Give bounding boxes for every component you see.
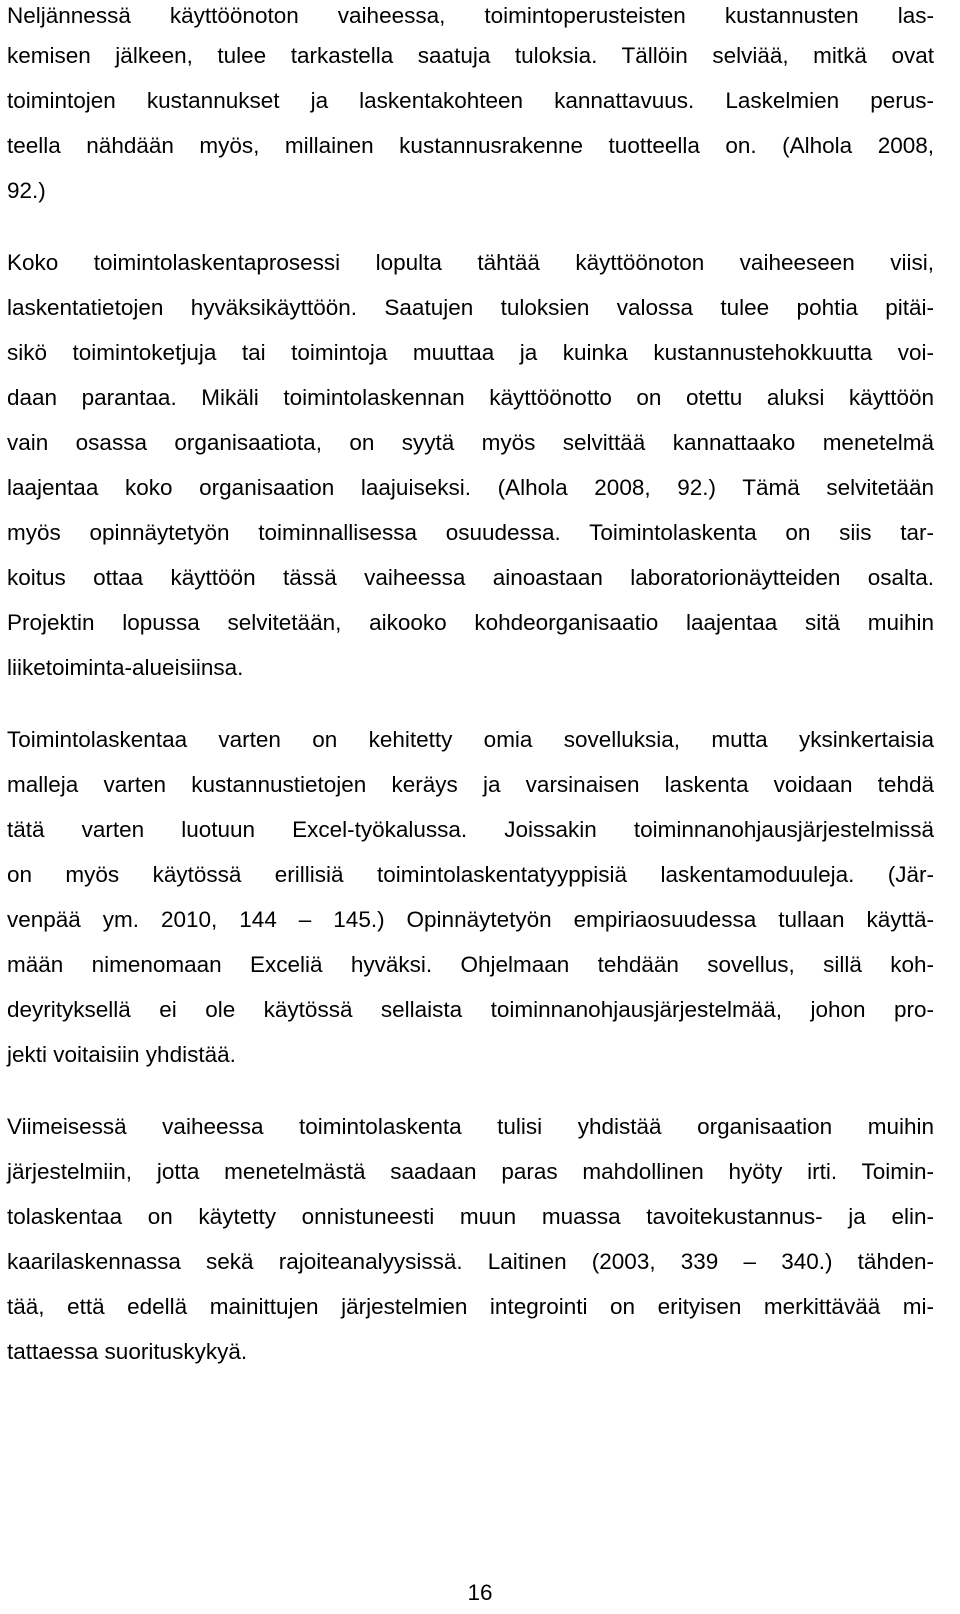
page-number: 16 — [467, 1580, 493, 1605]
text-line: järjestelmiin, jotta menetelmästä saadaan paras mahdollinen hyöty irti. Toimin- — [7, 1159, 934, 1184]
text-line: myös opinnäytetyön toiminnallisessa osuudessa. Toimintolaskenta on siis tar- — [7, 520, 934, 545]
text-line: Projektin lopussa selvitetään, aikooko kohdeorganisaatio laajentaa sitä muihin — [7, 610, 934, 635]
text-line: deyrityksellä ei ole käytössä sellaista toiminnanohjausjärjestelmää, johon pro- — [7, 997, 934, 1022]
text-line: koitus ottaa käyttöön tässä vaiheessa ainoastaan laboratorionäytteiden osalta. — [7, 565, 934, 590]
text-line: sikö toimintoketjuja tai toimintoja muuttaa ja kuinka kustannustehokkuutta voi- — [7, 340, 934, 365]
text-line: on myös käytössä erillisiä toimintolaskentatyyppisiä laskentamoduuleja. (Jär- — [7, 862, 934, 887]
text-line: liiketoiminta-alueisiinsa. — [7, 655, 244, 680]
text-line: Viimeisessä vaiheessa toimintolaskenta tulisi yhdistää organisaation muihin — [7, 1114, 934, 1139]
text-line: malleja varten kustannustietojen keräys ja varsinaisen laskenta voidaan tehdä — [7, 772, 934, 797]
text-line: venpää ym. 2010, 144 – 145.) Opinnäytetyön empiriaosuudessa tullaan käyttä- — [7, 907, 934, 932]
text-line: jekti voitaisiin yhdistää. — [7, 1042, 236, 1067]
text-line: Toimintolaskentaa varten on kehitetty omia sovelluksia, mutta yksinkertaisia — [7, 727, 934, 752]
text-line: toimintojen kustannukset ja laskentakohteen kannattavuus. Laskelmien perus- — [7, 88, 934, 113]
text-line: daan parantaa. Mikäli toimintolaskennan käyttöönotto on otettu aluksi käyttöön — [7, 385, 934, 410]
text-line: Koko toimintolaskentaprosessi lopulta tähtää käyttöönoton vaiheeseen viisi, — [7, 250, 934, 275]
text-line: tää, että edellä mainittujen järjestelmien integrointi on erityisen merkittävää mi- — [7, 1294, 934, 1319]
text-line: tattaessa suorituskykyä. — [7, 1339, 248, 1364]
text-line: tolaskentaa on käytetty onnistuneesti muun muassa tavoitekustannus- ja elin- — [7, 1204, 934, 1229]
text-line: kaarilaskennassa sekä rajoiteanalyysissä. Laitinen (2003, 339 – 340.) tähden- — [7, 1249, 934, 1274]
text-line: Neljännessä käyttöönoton vaiheessa, toimintoperusteisten kustannusten las- — [7, 3, 934, 28]
text-line: laajentaa koko organisaation laajuiseksi. (Alhola 2008, 92.) Tämä selvitetään — [7, 475, 934, 500]
text-line: 92.) — [7, 178, 46, 203]
text-line: tätä varten luotuun Excel-työkalussa. Joissakin toiminnanohjausjärjestelmissä — [7, 817, 934, 842]
text-line: vain osassa organisaatiota, on syytä myös selvittää kannattaako menetelmä — [7, 430, 934, 455]
text-line: mään nimenomaan Exceliä hyväksi. Ohjelmaan tehdään sovellus, sillä koh- — [7, 952, 934, 977]
text-line: teella nähdään myös, millainen kustannusrakenne tuotteella on. (Alhola 2008, — [7, 133, 934, 158]
text-line: laskentatietojen hyväksikäyttöön. Saatujen tuloksien valossa tulee pohtia pitäi- — [7, 295, 934, 320]
text-line: kemisen jälkeen, tulee tarkastella saatuja tuloksia. Tällöin selviää, mitkä ovat — [7, 43, 934, 68]
